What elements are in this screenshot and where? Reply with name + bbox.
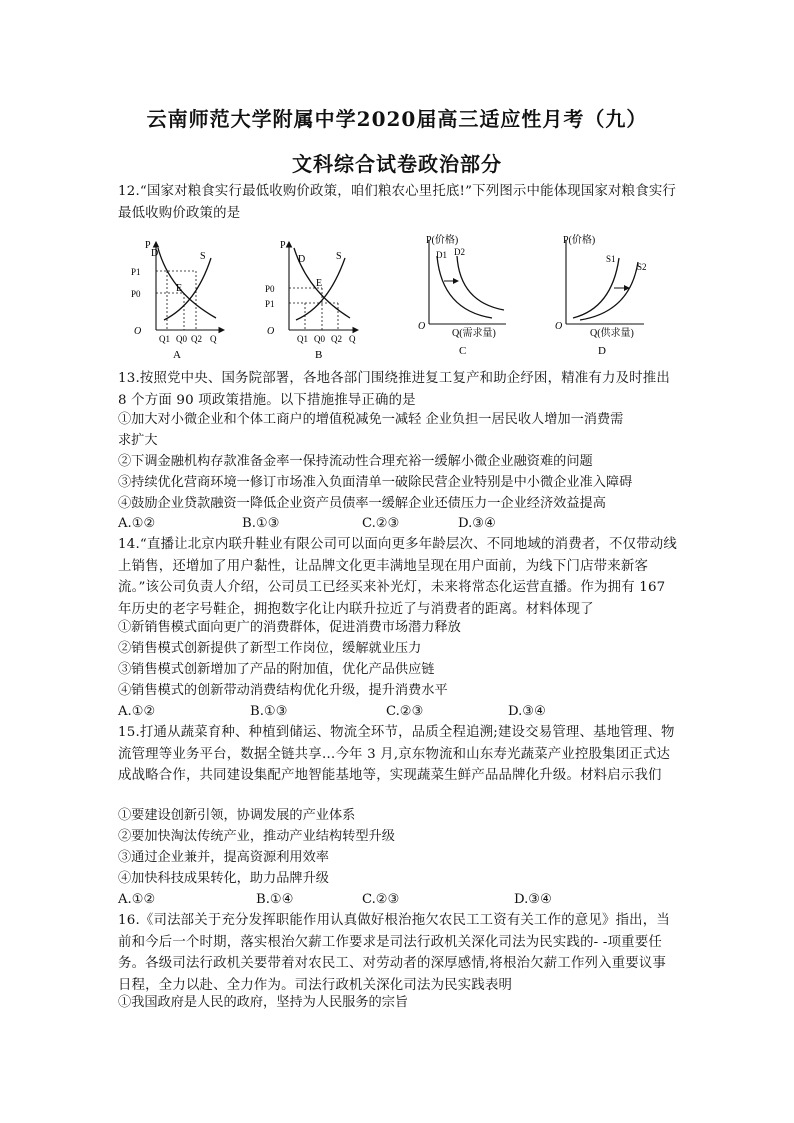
point-e: E — [176, 283, 183, 294]
curve-2: D2 — [454, 247, 465, 257]
tick-p1: P1 — [131, 267, 141, 277]
q13-option-d[interactable]: D.③④ — [458, 516, 496, 531]
q14-item-4: ④销售模式的创新带动消费结构优化升级，提升消费水平 — [118, 683, 448, 698]
q14-options — [118, 702, 678, 722]
q14-option-c[interactable]: C.②③ — [386, 704, 424, 719]
q14-option-b[interactable]: B.①③ — [250, 704, 288, 719]
origin: O — [134, 326, 142, 337]
axis-p: P(价格) — [563, 235, 596, 246]
q15-item-2: ②要加快淘汰传统产业，推动产业结构转型升级 — [118, 829, 395, 844]
q13-option-c[interactable]: C.②③ — [362, 516, 400, 531]
curve-s: S — [200, 251, 206, 262]
paper-subtitle: 文科综合试卷政治部分 — [292, 152, 502, 176]
q13-options — [118, 514, 678, 534]
graph-b — [265, 240, 358, 361]
origin: O — [555, 321, 563, 332]
q13-item-2: ②下调金融机构存款准备金率一保持流动性合理充裕一缓解小微企业融资难的问题 — [118, 454, 593, 469]
q14-stem: 14.“直播让北京内联升鞋业有限公司可以面向更多年龄层次、不同地域的消费者，不仅带动线上销售，还增加了用户黏性，让品牌文化更丰满地呈现在用户面前，为线下门店带来新客流。”该公司负责人介绍，公司员工已经买来补光灯，未来将常态化运营直播。作为拥有 167 年历史的老字号鞋企，拥抱数字化让内联升拉近了与消费者的距离。材料体现了 — [118, 537, 677, 617]
tick-p1: P1 — [265, 299, 275, 309]
q15-item-4: ④加快科技成果转化，助力品牌升级 — [118, 871, 329, 886]
graph-c-label: C — [459, 345, 467, 357]
axis-p: P(价格) — [426, 235, 459, 246]
tick-p0: P0 — [131, 289, 141, 299]
q15-item-1: ①要建设创新引领，协调发展的产业体系 — [118, 808, 356, 823]
axis-q: Q(需求量) — [452, 328, 496, 339]
curve-2: S2 — [637, 262, 647, 272]
q14-item-1: ①新销售模式面向更广的消费群体，促进消费市场潜力释放 — [118, 620, 461, 635]
q13-option-b[interactable]: B.①③ — [242, 516, 280, 531]
q13-item-1: ①加大对小微企业和个体工商户的增值税减免一减轻 企业负担一居民收人增加一消费需 — [118, 412, 624, 427]
graph-a-label: A — [173, 349, 181, 361]
tick-q1: Q1 — [297, 334, 308, 344]
q12-graphs — [0, 234, 794, 364]
q14-item-2: ②销售模式创新提供了新型工作岗位，缓解就业压力 — [118, 641, 422, 656]
graph-c — [418, 234, 506, 357]
paper-title: 云南师范大学附属中学2020届高三适应性月考（九） — [146, 107, 648, 131]
q15-option-d[interactable]: D.③④ — [514, 892, 552, 907]
origin: O — [267, 326, 275, 337]
tick-q0: Q0 — [176, 334, 187, 344]
tick-q2: Q2 — [331, 334, 342, 344]
q15-options — [118, 890, 678, 910]
curve-d: D — [151, 248, 159, 259]
q13-item-3: ③持续优化营商环境一修订市场准入负面清单一破除民营企业特别是中小微企业准入障碍 — [118, 475, 633, 490]
q15-option-b[interactable]: B.①④ — [256, 892, 294, 907]
curve-1: D1 — [436, 250, 447, 260]
q16-item-1: ①我国政府是人民的政府，坚持为人民服务的宗旨 — [118, 995, 409, 1010]
curve-1: S1 — [606, 254, 616, 264]
tick-q0: Q0 — [314, 334, 325, 344]
curve-d: D — [298, 254, 306, 265]
q14-item-3: ③销售模式创新增加了产品的附加值，优化产品供应链 — [118, 662, 435, 677]
axis-q: Q(供求量) — [590, 328, 634, 339]
graph-b-label: B — [315, 349, 323, 361]
q13-stem: 13.按照党中央、国务院部署，各地各部门围绕推进复工复产和助企纾困，精准有力及时推出 8 个方面 90 项政策措施。以下措施推导正确的是 — [118, 371, 670, 408]
tick-q1: Q1 — [159, 334, 170, 344]
q12-stem: 12.“国家对粮食实行最低收购价政策，咱们粮农心里托底!”下列图示中能体现国家对粮食实行最低收购价政策的是 — [118, 184, 677, 221]
axis-q: Q — [210, 334, 217, 344]
tick-p0: P0 — [265, 284, 275, 294]
axis-q: Q — [349, 334, 356, 344]
q14-option-a[interactable]: A.①② — [118, 704, 156, 719]
q13-option-a[interactable]: A.①② — [118, 516, 156, 531]
graph-a — [131, 240, 224, 361]
q14-option-d[interactable]: D.③④ — [508, 704, 546, 719]
q15-option-a[interactable]: A.①② — [118, 892, 156, 907]
point-e: E — [316, 278, 323, 289]
curve-s: S — [336, 251, 342, 262]
q13-item-1-cont: 求扩大 — [118, 433, 158, 448]
graph-d-label: D — [598, 345, 606, 357]
q15-stem: 15.打通从蔬菜育种、种植到储运、物流全环节，品质全程追溯;建设交易管理、基地管理、物流管理等业务平台，数据全链共享…今年 3 月,京东物流和山东寿光蔬菜产业控股集团正式达成战略合作，共同建设集配产地智能基地等，实现蔬菜生鲜产品品牌化升级。材料启示我们 — [118, 725, 675, 783]
q15-item-3: ③通过企业兼并，提高资源利用效率 — [118, 850, 329, 865]
axis-p: P — [280, 240, 286, 251]
q13-item-4: ④鼓励企业贷款融资一降低企业资产员债率一缓解企业还债压力一企业经济效益提高 — [118, 496, 606, 511]
origin: O — [418, 321, 426, 332]
q16-stem: 16.《司法部关于充分发挥职能作用认真做好根治拖欠农民工工资有关工作的意见》指出，当前和今后一个时期，落实根治欠薪工作要求是司法行政机关深化司法为民实践的- -项重要任务。各级司法行政机关要带着对农民工、对劳动者的深厚感情,将根治欠薪工作列入重要议事日程，全力以赴、全力作为。司法行政机关深化司法为民实践表明 — [118, 913, 670, 993]
q15-option-c[interactable]: C.②③ — [362, 892, 400, 907]
tick-q2: Q2 — [191, 334, 202, 344]
axis-p: P — [145, 240, 151, 251]
graph-d — [555, 234, 647, 357]
